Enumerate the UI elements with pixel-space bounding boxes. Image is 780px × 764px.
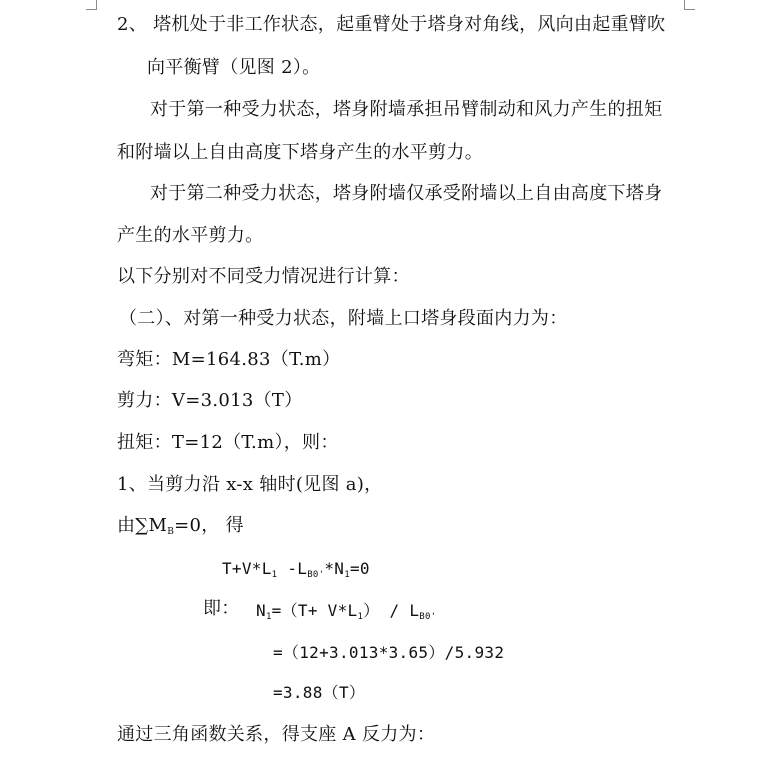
- ie-label: 即：: [203, 598, 240, 619]
- torque-value: 扭矩：T=12（T.m），则：: [117, 432, 339, 453]
- text-line-4: 和附墙以上自由高度下塔身产生的水平剪力。: [117, 142, 483, 163]
- equilibrium-statement: 由$\sum M_B=0$， 得: [117, 515, 244, 537]
- text-line-6: 产生的水平剪力。: [117, 225, 264, 246]
- equation-3: =（12+3.013*3.65）/5.932: [273, 643, 505, 662]
- equation-2: $N_1=(T+ V*L_1) / L_{B0'}$: [256, 601, 437, 622]
- crop-mark-top-right: [684, 0, 695, 10]
- case-1-heading: 1、当剪力沿 x-x 轴时(见图 a)，: [117, 474, 383, 495]
- text-line-3: 对于第一种受力状态，塔身附墙承担吊臂制动和风力产生的扭矩: [150, 99, 663, 120]
- equation-1: $T+V*L_1$ $-L_{B0'}*N_1=0$: [222, 559, 370, 580]
- section-heading: （二）、对第一种受力状态，附墙上口塔身段面内力为：: [119, 308, 568, 329]
- text-line-5: 对于第二种受力状态，塔身附墙仅承受附墙以上自由高度下塔身: [150, 183, 663, 204]
- closing-line: 通过三角函数关系，得支座 A 反力为：: [117, 724, 436, 745]
- shear-value: 剪力：V=3.013（T）: [117, 390, 303, 411]
- equation-4: =3.88（T）: [273, 683, 366, 702]
- crop-mark-top-left: [86, 0, 97, 10]
- text-line-7: 以下分别对不同受力情况进行计算：: [117, 266, 410, 287]
- text-line-2: 向平衡臂（见图 2）。: [147, 57, 321, 78]
- moment-value: 弯矩：M=164.83（T.m）: [117, 349, 341, 370]
- text-line-1: 2、 塔机处于非工作状态，起重臂处于塔身对角线，风向由起重臂吹: [117, 14, 666, 35]
